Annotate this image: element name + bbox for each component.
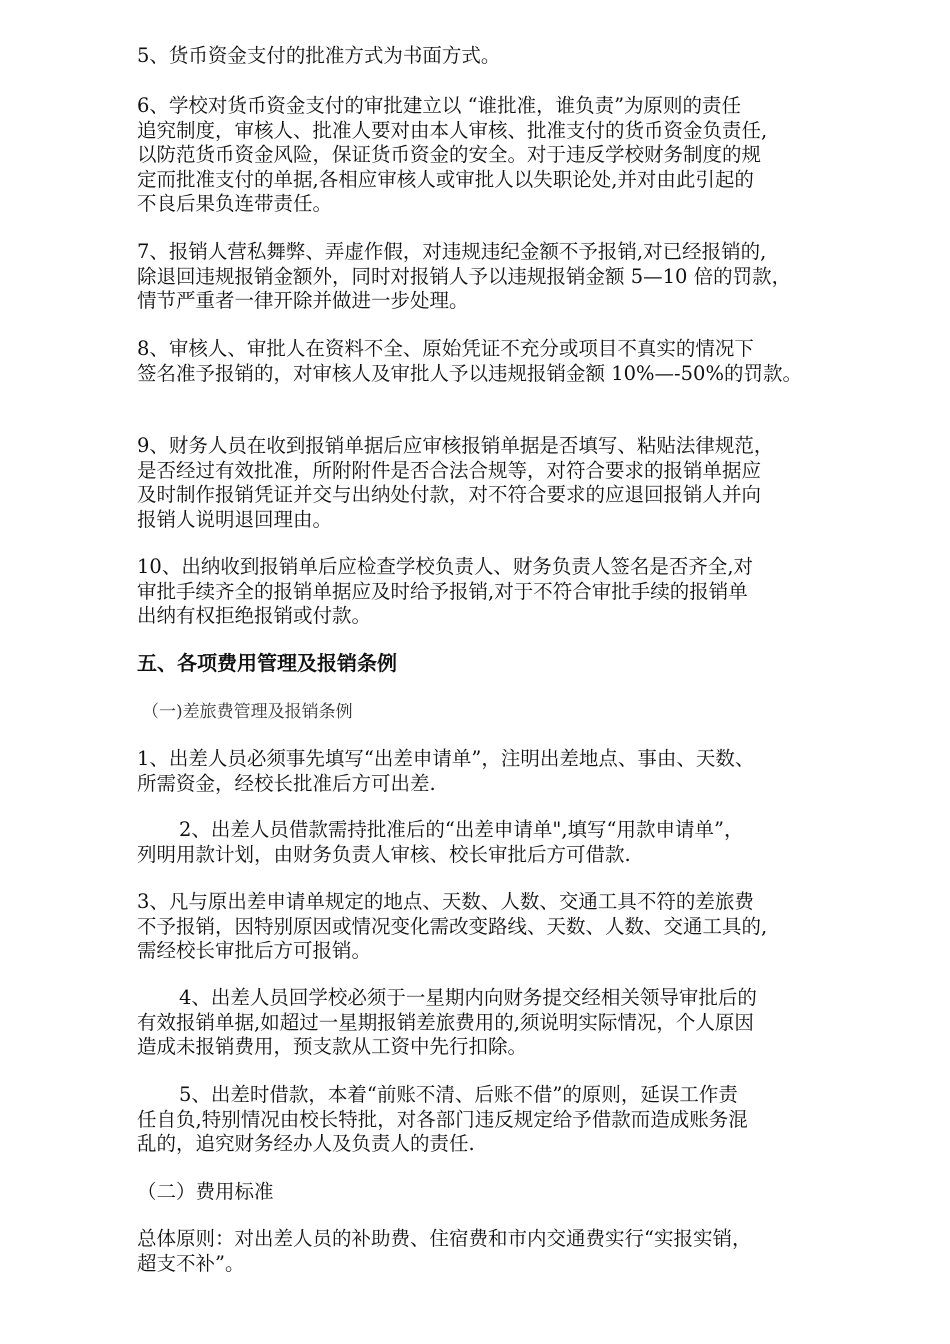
text-line: 是否经过有效批准，所附附件是否合法合规等，对符合要求的报销单据应 (137, 458, 762, 482)
paragraph-item-7 (137, 240, 877, 314)
text-line: 3、凡与原出差申请单规定的地点、天数、人数、交通工具不符的差旅费 (137, 890, 754, 913)
subsection-heading-travel: （一)差旅费管理及报销条例 (142, 702, 353, 722)
travel-rule-item-5 (137, 1083, 877, 1157)
paragraph-item-6 (137, 94, 877, 217)
text-line: 不良后果负连带责任。 (137, 192, 333, 215)
text-line: 以防范货币资金风险，保证货币资金的安全。对于违反学校财务制度的规 (137, 143, 762, 166)
text-line: 9、财务人员在收到报销单据后应审核报销单据是否填写、粘贴法律规范， (137, 434, 774, 457)
section-heading: 五、各项费用管理及报销条例 (137, 651, 397, 675)
text-line: 任自负,特别情况由校长特批，对各部门违反规定给予借款而造成账务混 (137, 1107, 748, 1131)
travel-rule-item-3 (137, 890, 877, 964)
text-line: 除退回违规报销金额外，同时对报销人予以违规报销金额 5—10 倍的罚款， (137, 264, 792, 288)
text-line: 总体原则：对出差人员的补助费、住宿费和市内交通费实行“实报实销， (137, 1227, 752, 1250)
text-line: 5、货币资金支付的批准方式为书面方式。 (137, 44, 501, 67)
text-line: 10、出纳收到报销单后应检查学校负责人、财务负责人签名是否齐全,对 (137, 555, 754, 578)
paragraph-item-10 (137, 555, 877, 629)
general-principle (137, 1227, 877, 1276)
paragraph-item-8 (137, 337, 877, 386)
paragraph-item-5 (137, 44, 877, 69)
text-line: 追究制度，审核人、批准人要对由本人审核、批准支付的货币资金负责任, (137, 118, 768, 142)
text-line: 超支不补”。 (137, 1251, 245, 1275)
text-line: 列明用款计划，由财务负责人审核、校长审批后方可借款. (137, 842, 631, 866)
text-line: （二）费用标准 (137, 1180, 274, 1203)
text-line: 造成未报销费用，预支款从工资中先行扣除。 (137, 1035, 528, 1058)
travel-rule-item-2 (137, 818, 877, 867)
text-line: 有效报销单据,如超过一星期报销差旅费用的,须说明实际情况，个人原因 (137, 1010, 754, 1034)
subsection-heading-standards (137, 1180, 877, 1205)
text-line (137, 1083, 877, 1108)
text-line: 1、出差人员必须事先填写“出差申请单”，注明出差地点、事由、天数、 (137, 747, 755, 770)
text-line: 8、审核人、审批人在资料不全、原始凭证不充分或项目不真实的情况下 (137, 337, 754, 360)
paragraph-item-9 (137, 434, 877, 532)
text-line: 需经校长审批后方可报销。 (137, 939, 372, 962)
text-line: 审批手续齐全的报销单据应及时给予报销,对于不符合审批手续的报销单 (137, 579, 748, 603)
text-line-content: 5、出差时借款，本着“前账不清、后账不借”的原则，延误工作责 (179, 1083, 738, 1106)
text-line: 签名准予报销的，对审核人及审批人予以违规报销金额 10%—-50%的罚款。 (137, 361, 802, 385)
text-line: 乱的，追究财务经办人及负责人的责任. (137, 1132, 475, 1155)
text-line: 7、报销人营私舞弊、弄虚作假，对违规违纪金额不予报销,对已经报销的, (137, 240, 767, 263)
text-line: 及时制作报销凭证并交与出纳处付款，对不符合要求的应退回报销人并向 (137, 483, 762, 506)
text-line: 6、学校对货币资金支付的审批建立以 “谁批准，谁负责”为原则的责任 (137, 94, 742, 117)
text-line: 所需资金，经校长批准后方可出差. (137, 771, 436, 795)
text-line-content: 2、出差人员借款需持批准后的“出差申请单",填写“用款申请单”， (179, 818, 744, 841)
travel-rule-item-4 (137, 986, 877, 1060)
text-line: 定而批准支付的单据,各相应审核人或审批人以失职论处,并对由此引起的 (137, 167, 754, 191)
text-line (137, 818, 877, 843)
text-line: 不予报销，因特别原因或情况变化需改变路线、天数、人数、交通工具的, (137, 914, 768, 938)
text-line: 报销人说明退回理由。 (137, 507, 333, 531)
text-line-content: 4、出差人员回学校必须于一星期内向财务提交经相关领导审批后的 (179, 986, 757, 1009)
text-line: 情节严重者一律开除并做进一步处理。 (137, 289, 469, 312)
text-line: 出纳有权拒绝报销或付款。 (137, 604, 372, 627)
travel-rule-item-1 (137, 747, 877, 796)
text-line (137, 986, 877, 1011)
